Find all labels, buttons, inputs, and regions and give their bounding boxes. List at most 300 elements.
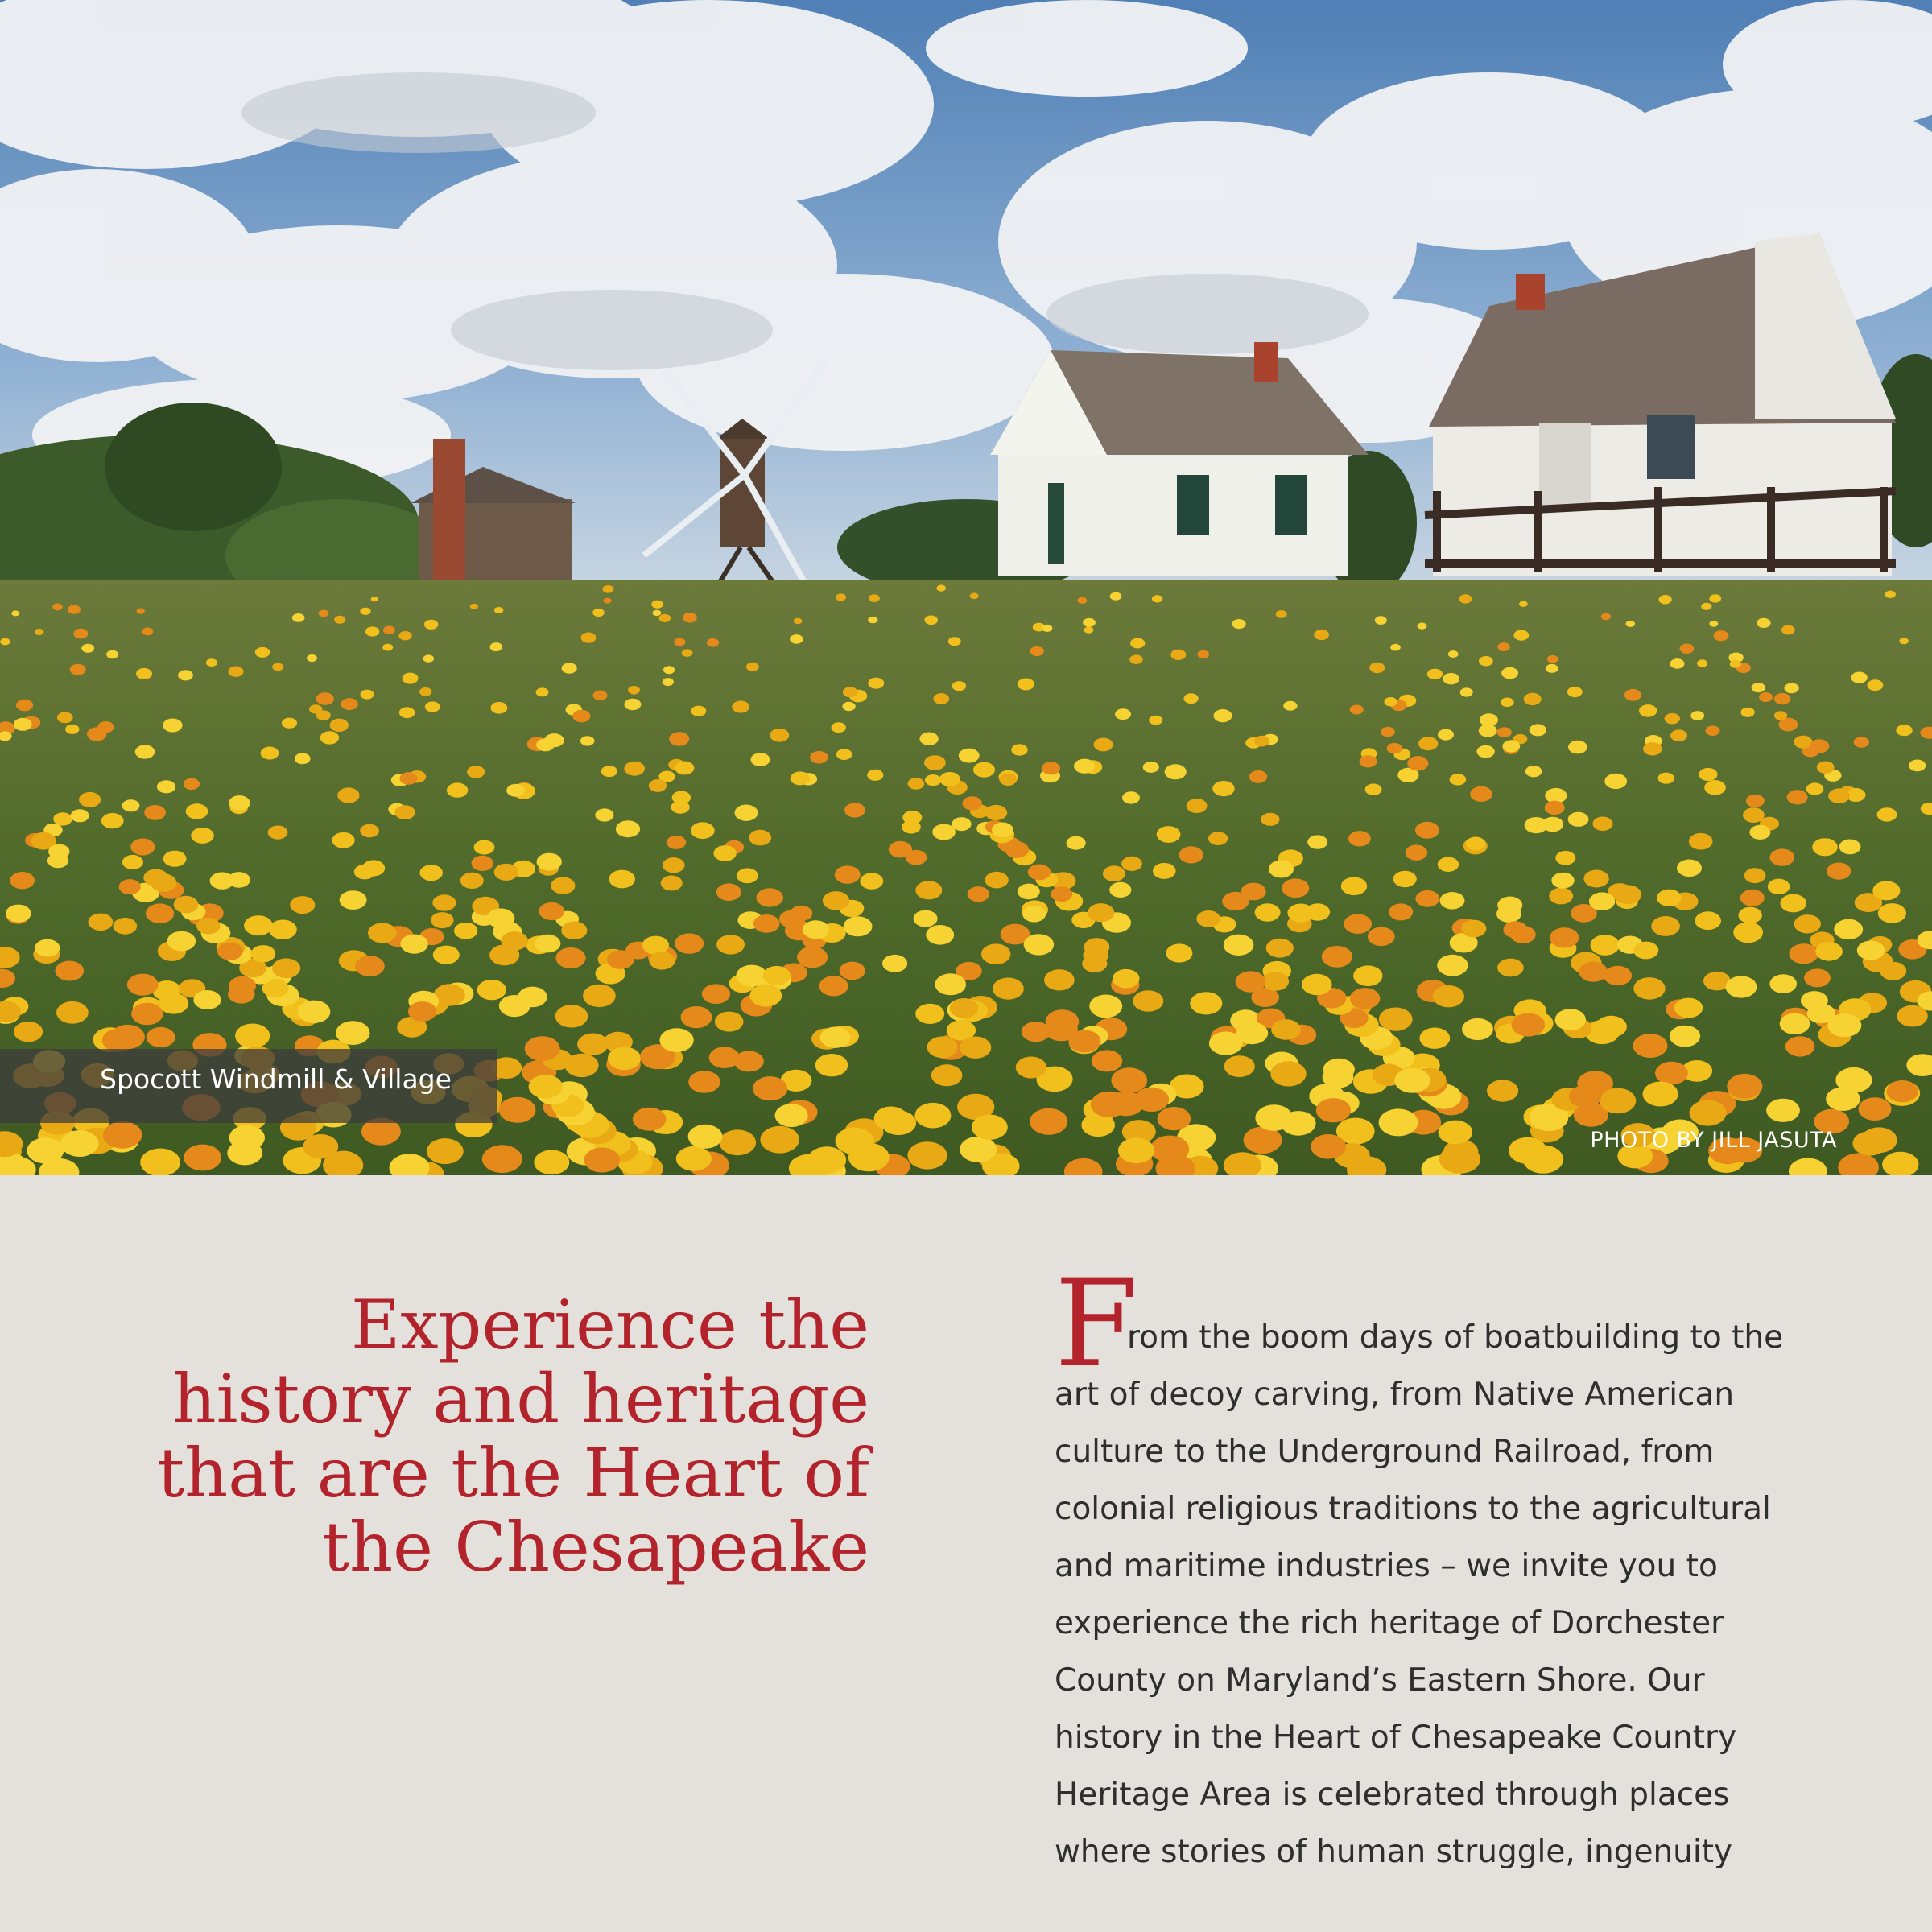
flower: [382, 644, 393, 651]
flower: [926, 925, 954, 945]
flower: [659, 1028, 693, 1052]
flower: [474, 840, 495, 855]
flower: [882, 955, 907, 972]
flower: [101, 813, 124, 828]
flower: [334, 616, 345, 624]
flower: [131, 1003, 163, 1026]
flower: [867, 770, 883, 781]
flower: [1084, 627, 1094, 634]
flower: [749, 830, 771, 846]
flower: [1018, 679, 1034, 691]
flower: [1857, 941, 1885, 960]
flower: [196, 918, 220, 935]
flower: [1749, 825, 1770, 840]
flower: [616, 820, 640, 837]
flower: [535, 935, 560, 953]
flower: [360, 824, 379, 838]
flower: [536, 687, 549, 696]
flower: [1030, 646, 1044, 656]
flower: [1659, 595, 1672, 604]
flower: [163, 719, 182, 733]
flower: [193, 990, 221, 1009]
flower: [1815, 942, 1843, 961]
flower: [65, 724, 79, 734]
flower: [1384, 697, 1397, 706]
flower: [1130, 638, 1145, 649]
headline-line: the Chesapeake: [322, 1508, 869, 1587]
flower: [843, 687, 858, 697]
flower: [269, 920, 297, 939]
body-line: history in the Heart of Chesapeake Country: [1055, 1719, 1737, 1756]
flower: [649, 952, 675, 970]
flower: [1103, 865, 1125, 881]
flower: [791, 771, 810, 785]
flower: [1740, 890, 1765, 906]
flower: [184, 1145, 221, 1171]
flower: [1670, 1026, 1700, 1047]
flower: [985, 872, 1008, 889]
flower: [948, 637, 961, 646]
flower: [1701, 603, 1711, 610]
flower: [419, 687, 431, 696]
flower: [1781, 625, 1795, 635]
flower: [960, 1137, 997, 1162]
flower: [167, 931, 196, 952]
body-line: rom the boom days of boatbuilding to the: [1127, 1319, 1784, 1356]
flower: [1497, 642, 1509, 651]
flower: [52, 604, 63, 611]
flower: [261, 747, 279, 760]
flower: [534, 1150, 569, 1174]
flower: [1828, 788, 1850, 803]
flower: [1909, 760, 1926, 772]
flower: [1497, 959, 1524, 977]
flower: [1812, 838, 1838, 856]
flower: [1834, 919, 1863, 939]
flower: [1510, 926, 1536, 943]
flower: [60, 1130, 98, 1157]
flower: [1068, 1030, 1100, 1053]
flower: [10, 872, 35, 889]
flower: [960, 1037, 991, 1059]
body-line: art of decoy carving, from Native American: [1055, 1377, 1735, 1413]
flower: [1790, 943, 1818, 964]
flower: [146, 903, 174, 923]
flower: [1854, 737, 1869, 748]
flower: [688, 1125, 723, 1149]
flower: [914, 1103, 951, 1129]
flower: [1149, 716, 1162, 725]
flower: [1214, 709, 1232, 722]
flower: [1774, 693, 1790, 704]
flower: [1525, 766, 1542, 777]
flower: [425, 701, 440, 712]
flower: [763, 966, 791, 985]
flower: [1530, 724, 1546, 736]
flower: [840, 962, 865, 980]
flower: [1896, 724, 1912, 736]
flower: [1224, 935, 1254, 956]
flower: [1643, 1082, 1678, 1107]
flower: [1752, 683, 1765, 692]
flower: [1509, 1137, 1546, 1164]
flower: [1165, 764, 1187, 779]
flower: [1158, 1107, 1191, 1130]
flower: [1699, 768, 1717, 781]
flower: [330, 719, 349, 732]
flower: [1810, 739, 1830, 753]
flower: [915, 1004, 944, 1024]
flower: [950, 998, 978, 1018]
flower: [103, 1121, 142, 1149]
flower: [624, 762, 645, 776]
flower: [400, 935, 427, 954]
flower: [144, 805, 166, 820]
flower: [1450, 774, 1467, 785]
flower: [760, 1126, 799, 1154]
flower: [460, 873, 484, 889]
flower: [56, 961, 85, 981]
flower: [119, 879, 141, 894]
flower: [1438, 729, 1454, 741]
flower: [584, 1147, 621, 1172]
flower: [1785, 1036, 1814, 1056]
flower: [1322, 946, 1352, 968]
flower: [1851, 672, 1867, 683]
flower: [499, 1097, 536, 1123]
flower: [952, 817, 971, 831]
body-text: [1055, 1274, 1860, 1932]
flower: [1690, 711, 1704, 720]
flower: [836, 593, 846, 601]
flower: [601, 766, 617, 777]
flower: [1419, 1028, 1450, 1049]
flower: [1794, 914, 1821, 933]
flower: [1341, 877, 1367, 896]
flower: [1024, 934, 1055, 955]
flower: [229, 795, 250, 811]
flower: [89, 914, 114, 931]
flower: [1601, 613, 1611, 621]
flower: [186, 803, 208, 819]
flower: [106, 650, 118, 659]
flower: [1110, 592, 1122, 601]
flower: [14, 718, 32, 731]
flower: [1466, 837, 1485, 851]
flower: [1744, 868, 1766, 883]
flower: [716, 883, 741, 901]
flower: [1282, 878, 1309, 898]
flower: [494, 864, 518, 881]
flower: [1046, 1009, 1080, 1033]
flower: [1379, 1108, 1418, 1136]
flower: [1394, 1068, 1430, 1093]
headline-line: Experience the: [350, 1286, 869, 1364]
flower: [394, 805, 415, 819]
flower: [860, 873, 883, 889]
flower: [1614, 885, 1641, 904]
flower: [499, 995, 530, 1017]
flower: [290, 896, 315, 914]
flower: [1365, 783, 1382, 795]
flower: [431, 912, 454, 928]
flower: [1770, 848, 1795, 865]
flower: [307, 654, 317, 662]
flower: [1179, 846, 1203, 863]
flower: [1209, 1032, 1243, 1055]
flower: [1067, 836, 1086, 850]
flower: [1524, 693, 1542, 705]
flower: [1133, 990, 1163, 1012]
flower: [228, 667, 243, 677]
flower: [537, 853, 562, 871]
drop-cap: F: [1055, 1254, 1139, 1394]
flower: [1633, 942, 1658, 960]
flower: [924, 616, 938, 625]
flower: [1604, 966, 1632, 985]
flower: [908, 778, 925, 790]
flower: [1704, 780, 1726, 795]
flower: [907, 1141, 947, 1169]
flower: [1817, 762, 1835, 774]
flower: [715, 1012, 744, 1032]
flower: [1674, 998, 1703, 1018]
flower: [1113, 969, 1140, 989]
flower: [1271, 1019, 1301, 1040]
flower: [844, 803, 865, 817]
flower: [57, 712, 73, 724]
flower: [1078, 597, 1088, 604]
flower: [933, 693, 949, 704]
flower: [924, 755, 946, 770]
flower: [14, 1022, 43, 1042]
flower: [1028, 865, 1051, 881]
flower: [1254, 736, 1269, 747]
flower: [555, 1005, 588, 1027]
flower: [1593, 817, 1613, 832]
flower: [737, 868, 758, 883]
flower: [551, 877, 575, 894]
flower: [1730, 660, 1741, 668]
flower: [1806, 782, 1824, 795]
flower: [1461, 920, 1486, 938]
flower: [16, 700, 33, 712]
flower: [1153, 863, 1176, 879]
flower: [1885, 591, 1896, 598]
flower: [1311, 1134, 1346, 1159]
flower: [454, 923, 477, 939]
flower: [1827, 1013, 1861, 1037]
flower: [68, 605, 80, 613]
flower: [1375, 616, 1387, 625]
flower: [992, 823, 1013, 838]
flower: [1109, 882, 1131, 898]
flower: [81, 644, 94, 653]
flower: [1502, 740, 1520, 752]
flower: [1899, 638, 1908, 644]
flower: [525, 1036, 560, 1061]
flower: [746, 663, 759, 671]
flower: [272, 958, 300, 978]
flower: [135, 745, 155, 758]
body-line: Heritage Area is celebrated through places: [1055, 1777, 1730, 1813]
flower: [1088, 903, 1114, 922]
flower: [1657, 890, 1682, 906]
flower: [1170, 650, 1186, 660]
flower: [1353, 965, 1382, 986]
flower: [1190, 992, 1222, 1014]
flower: [1389, 903, 1413, 920]
flower: [915, 881, 942, 899]
flower: [555, 947, 585, 968]
flower: [1759, 692, 1773, 702]
flower: [56, 1001, 89, 1024]
flower: [491, 702, 508, 714]
body-line: culture to the Underground Railroad, from: [1055, 1434, 1715, 1470]
flower: [1697, 659, 1707, 667]
flower: [925, 774, 941, 786]
flower: [1418, 737, 1438, 750]
flower: [1546, 664, 1558, 673]
flower: [1639, 704, 1657, 717]
flower: [661, 876, 683, 891]
flower: [1438, 857, 1459, 872]
flower: [1887, 1080, 1918, 1102]
flower: [282, 718, 297, 729]
flower: [868, 617, 877, 624]
flower: [1655, 1062, 1688, 1085]
flower: [470, 604, 478, 609]
flower: [529, 1075, 563, 1098]
flower: [1307, 835, 1327, 848]
flower: [1551, 873, 1574, 889]
flower: [1835, 1067, 1872, 1093]
flower: [753, 1076, 787, 1100]
flower: [1651, 916, 1680, 936]
flower: [914, 910, 938, 927]
flower: [1091, 1092, 1128, 1117]
flower: [539, 902, 564, 920]
flower: [832, 722, 846, 733]
flower: [1187, 799, 1208, 813]
flower: [487, 908, 515, 927]
flower: [1695, 911, 1721, 930]
flower: [472, 856, 493, 871]
flower: [113, 918, 137, 935]
flower: [732, 700, 749, 712]
flower: [659, 614, 671, 622]
flower: [1633, 1034, 1668, 1058]
flower: [1626, 621, 1636, 627]
flower: [1852, 1131, 1887, 1155]
flower: [1519, 601, 1528, 607]
flower: [952, 681, 966, 691]
flower: [174, 896, 199, 914]
flower: [1784, 683, 1798, 694]
flower: [1406, 845, 1428, 861]
flower: [159, 993, 188, 1014]
flower: [1804, 968, 1831, 987]
flower: [11, 610, 19, 616]
flower: [675, 933, 704, 953]
headline-line: that are the Heart of: [157, 1434, 869, 1513]
flower: [1670, 729, 1687, 741]
flower: [1198, 650, 1209, 658]
flower: [593, 691, 608, 701]
flower: [1633, 977, 1665, 1000]
flower: [1568, 741, 1587, 754]
flower: [874, 1107, 908, 1131]
flower: [1706, 725, 1720, 736]
flower: [47, 853, 68, 868]
flower: [709, 1046, 740, 1068]
flower: [1262, 972, 1289, 991]
flower: [797, 947, 828, 968]
flower: [663, 678, 674, 686]
flower: [688, 1071, 720, 1093]
flower: [681, 1006, 712, 1028]
flower: [1839, 840, 1861, 855]
flower: [609, 870, 635, 889]
flower: [140, 1149, 180, 1176]
flower: [683, 613, 697, 622]
flower: [1381, 727, 1395, 737]
flower: [577, 1034, 609, 1055]
flower: [1433, 985, 1464, 1007]
flower: [1709, 621, 1718, 627]
flower: [1044, 969, 1075, 990]
flower: [292, 613, 305, 622]
flower: [151, 873, 176, 892]
flower: [1550, 927, 1579, 947]
flower: [973, 762, 995, 778]
flower: [399, 707, 415, 718]
flower: [1780, 1013, 1810, 1034]
flower: [1459, 594, 1472, 603]
flower: [691, 706, 706, 716]
flower: [1122, 791, 1140, 803]
flower: [603, 585, 614, 593]
flower: [368, 923, 397, 943]
flower: [398, 631, 411, 640]
flower: [1255, 1104, 1293, 1131]
flower: [1089, 995, 1122, 1018]
flower: [1591, 935, 1620, 956]
flower: [35, 629, 43, 635]
flower: [1878, 903, 1906, 923]
flower: [835, 865, 861, 883]
flower: [1241, 883, 1266, 901]
flower: [842, 702, 855, 711]
flower: [1111, 1067, 1147, 1092]
flower: [1555, 1009, 1586, 1030]
flower: [157, 780, 175, 793]
flower: [972, 1115, 1008, 1140]
flower: [1011, 744, 1027, 755]
flower: [1462, 1018, 1493, 1040]
body-line: colonial religious traditions to the agricultural: [1055, 1491, 1771, 1527]
flower: [1030, 1108, 1067, 1135]
flower: [1604, 774, 1627, 789]
flower: [1568, 812, 1589, 827]
flower: [1269, 861, 1294, 878]
flower: [1407, 756, 1428, 770]
flower: [423, 654, 435, 662]
flower: [127, 974, 159, 996]
flower: [1448, 650, 1459, 658]
flower: [1121, 857, 1142, 871]
flower: [402, 673, 419, 684]
